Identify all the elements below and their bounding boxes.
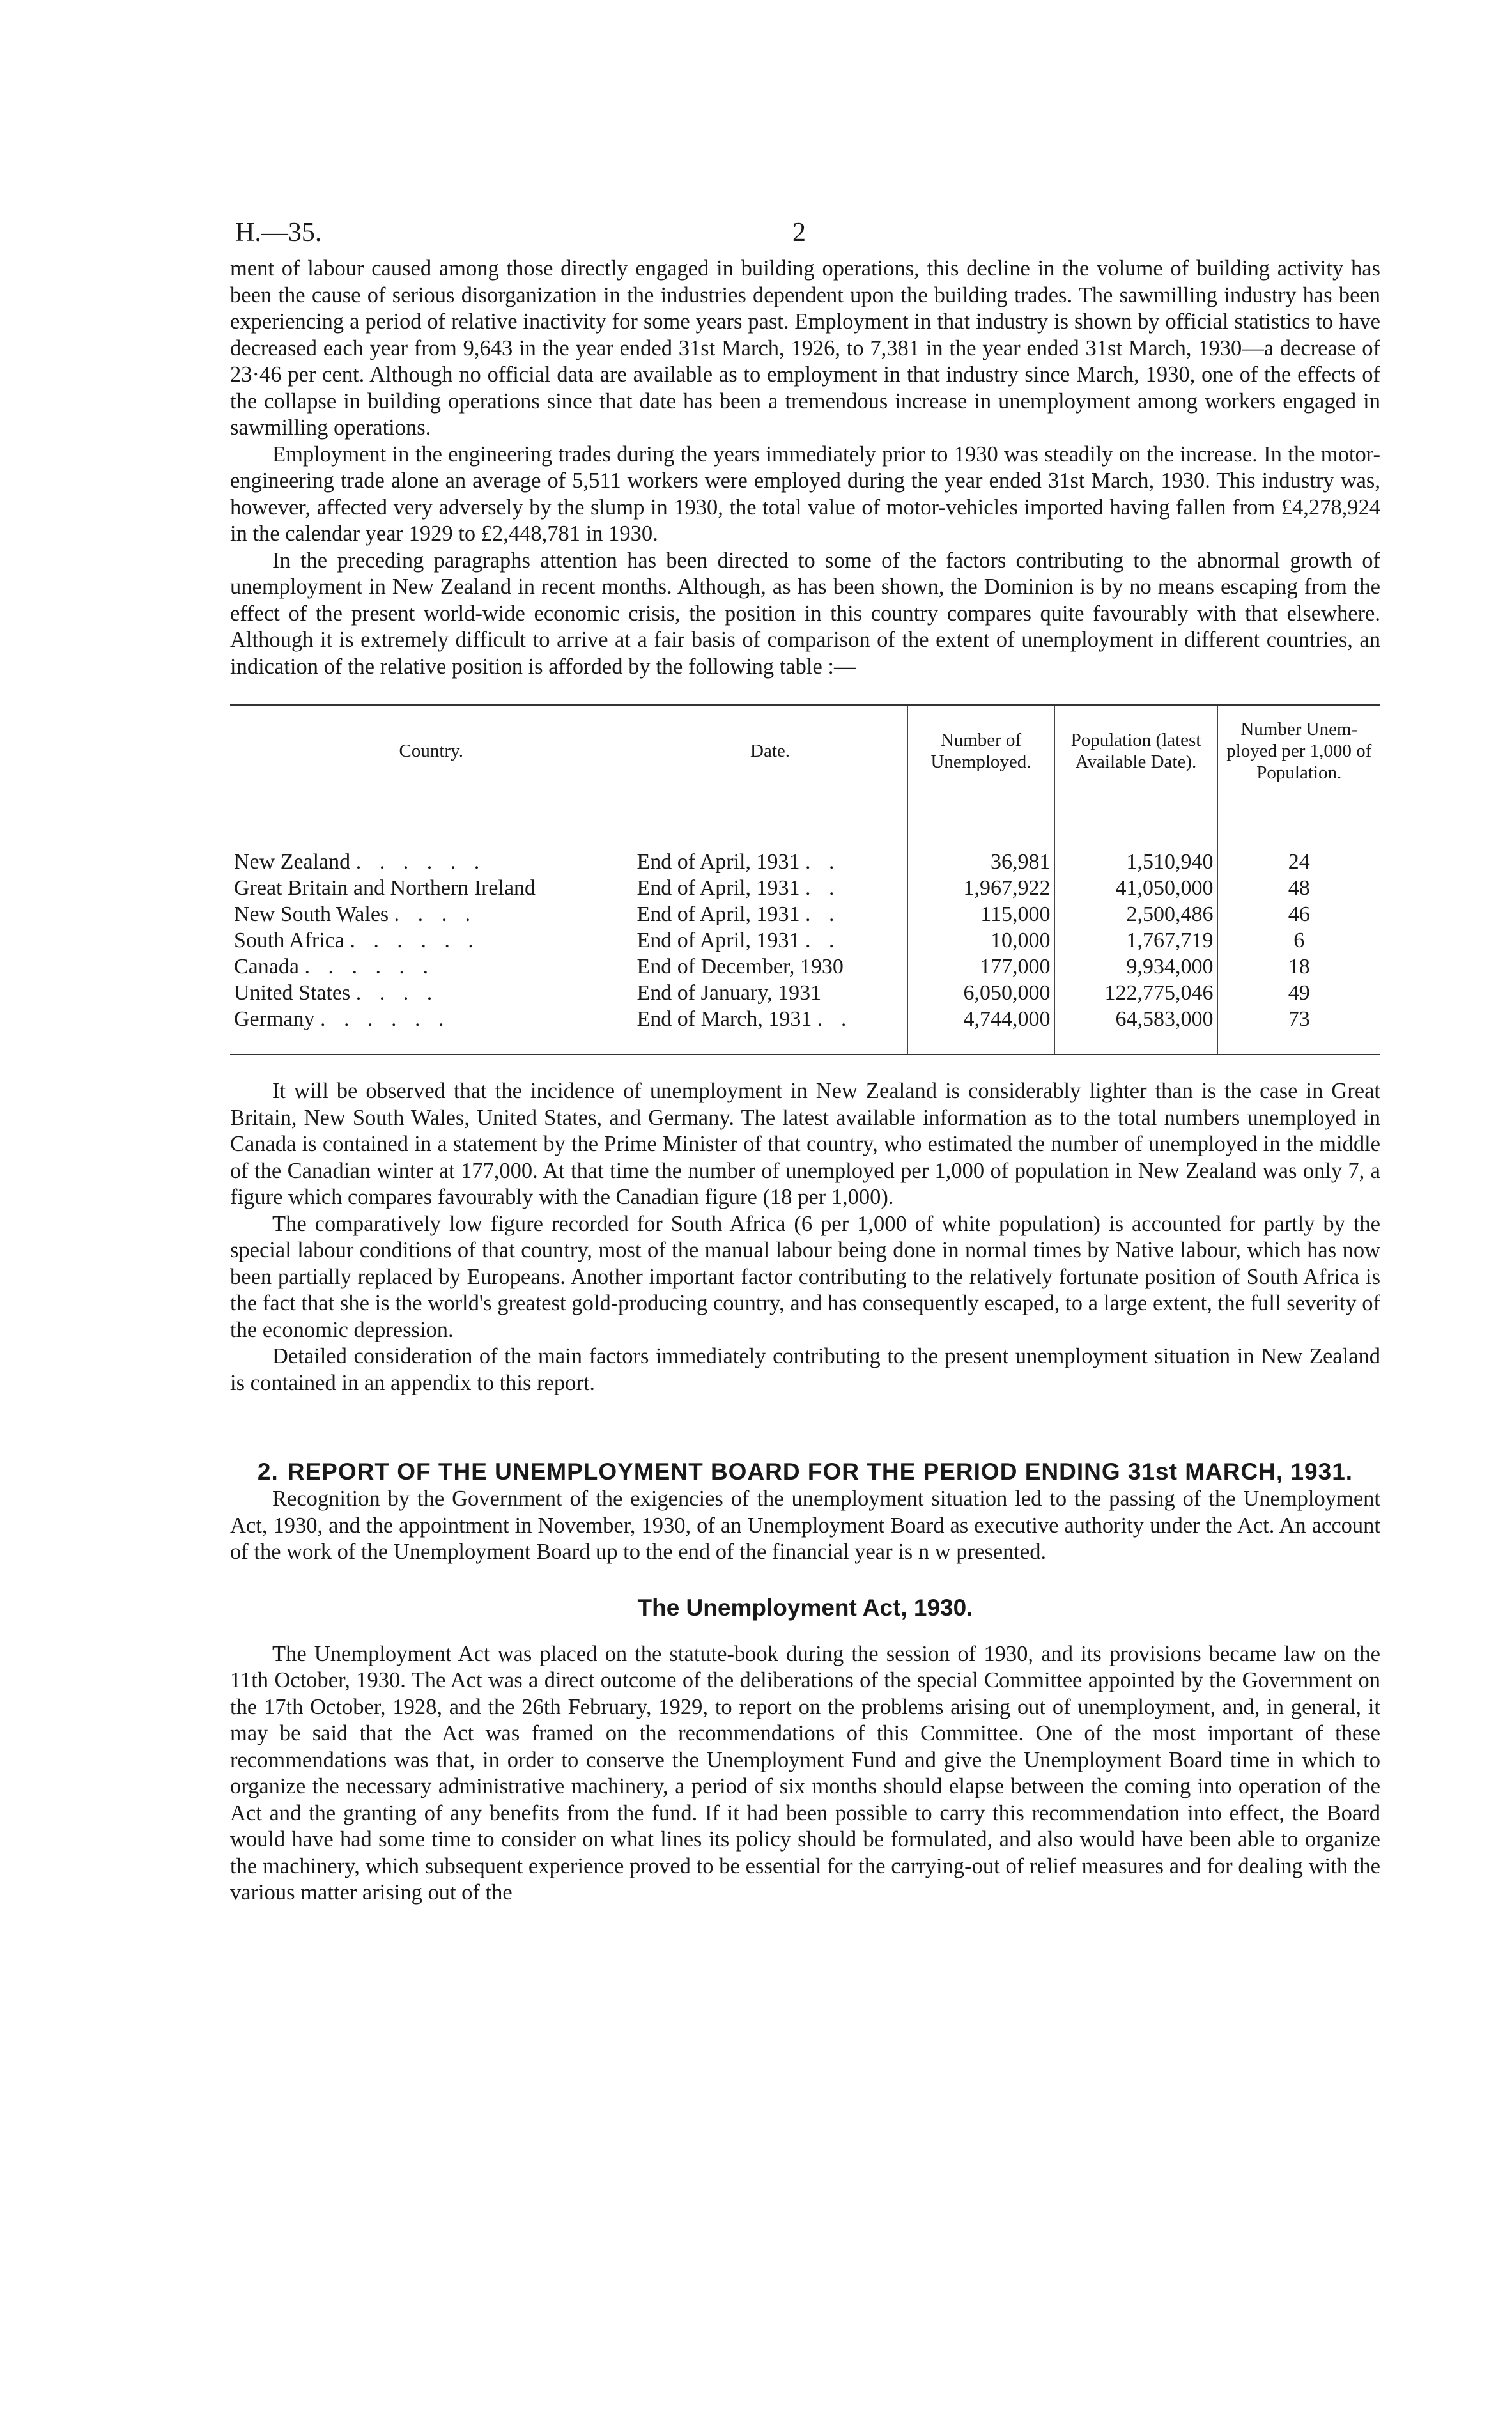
table-row [230,927,1380,954]
dot-leader: . . . . [394,902,477,926]
population-value: 64,583,000 [1054,1006,1217,1055]
section-title: REPORT OF THE UNEMPLOYMENT BOARD FOR THE PERIOD ENDING 31st MARCH, 1931. [287,1458,1354,1485]
date-value: End of April, 1931 [636,929,800,952]
paragraph-south-africa: The comparatively low figure recorded for South Africa (6 per 1,000 of white population) is accounted for partly by the special labour conditions of that country, most of the manual labour being done in normal times by Native labour, which has now been partially replaced by Europeans. Another important factor contributing to the relatively fortunate position of South Africa is the fact that she is the world's greatest gold-producing country, and has consequently escaped, to a large extent, the full severity of the economic depression. [230,1211,1380,1342]
section-heading [230,1458,1380,1486]
dot-leader: . . . . [355,981,439,1005]
paragraph-board-intro: Recognition by the Government of the exigencies of the unemployment situation led to the passing of the Unemployment Act, 1930, and the appointment in November, 1930, of an Unemployment Board as executive authority under the Act. An account of the work of the Unemployment Board up to the end of the financial year is n w presented. [230,1487,1380,1564]
unemployment-table [230,704,1380,1055]
population-value: 2,500,486 [1054,901,1217,927]
paragraph-comparison-intro: In the preceding paragraphs attention has been directed to some of the factors contributing to the abnormal growth of unemployment in New Zealand in recent months. Although, as has been shown, the Dominion is by no means escaping from the effect of the present world-wide economic crisis, the position in this country compares quite favourably with that elsewhere. Although it is extremely difficult to arrive at a fair basis of comparison of the extent of unemployment in different countries, an indication of the relative position is afforded by the following table :— [230,548,1380,679]
rate-value: 6 [1217,927,1380,954]
paragraph-engineering: Employment in the engineering trades during the years immediately prior to 1930 was steadily on the increase. In the motor-engineering trade alone an average of 5,511 workers were employed during the year ended 31st March, 1930. This industry was, however, affected very adversely by the slump in 1930, the total value of motor-vehicles imported having fallen from £4,278,924 in the calendar year 1929 to £2,448,781 in 1930. [230,442,1380,546]
dot-leader: . . . . . . [304,955,435,978]
paragraph-act-description: The Unemployment Act was placed on the statute-book during the session of 1930, and its provisions became law on the 11th October, 1930. The Act was a direct outcome of the deliberations of the special Committee appointed by the Government on the 17th October, 1928, and the 26th February, 1929, to report on the problems arising out of unemployment, and, in general, it may be said that the Act was framed on the recommendations of this Committee. One of the most important of these recommendations was that, in order to conserve the Unemployment Fund and give the Unemployment Board time in which to organize the necessary administrative machinery, a period of six months should elapse between the coming into operation of the Act and the granting of any benefits from the fund. If it had been possible to carry this recommendation into effect, the Board would have had some time to consider on what lines its policy should be formulated, and also would have been able to organize the machinery, which subsequent experience proved to be essential for the carrying-out of relief measures and for dealing with the various matter arising out of the [230,1641,1380,1905]
unemployed-value: 1,967,922 [907,875,1054,901]
unemployed-value: 6,050,000 [907,980,1054,1006]
paragraph-observation: It will be observed that the incidence of unemployment in New Zealand is considerably lighter than is the case in Great Britain, New South Wales, United States, and Germany. The latest available information as to the total numbers unemployed in Canada is contained in a statement by the Prime Minister of that country, who estimated the number of unemployed in the middle of the Canadian winter at 177,000. At that time the number of unemployed per 1,000 of population in New Zealand was only 7, a figure which compares favourably with the Canadian figure (18 per 1,000). [230,1079,1380,1209]
date-value: End of April, 1931 [636,876,800,900]
page-number: 2 [792,218,806,247]
country-name: Germany [234,1007,315,1031]
population-value: 41,050,000 [1054,875,1217,901]
country-name: Canada [234,955,299,978]
dot-leader: . . [817,1007,853,1031]
date-value: End of April, 1931 [636,902,800,926]
country-name: New Zealand [234,850,351,874]
table-row [230,875,1380,901]
dot-leader: . . [805,850,841,874]
table-row [230,805,1380,875]
rate-value: 49 [1217,980,1380,1006]
date-value: End of January, 1931 [636,981,822,1005]
header-population: Population (latest Available Date). [1054,705,1217,805]
unemployed-value: 4,744,000 [907,1006,1054,1055]
dot-leader: . . [805,929,841,952]
country-name: Great Britain and Northern Ireland [234,876,536,900]
dot-leader: . . [805,902,841,926]
rate-value: 48 [1217,875,1380,901]
header-unemployed: Number of Unemployed. [907,705,1054,805]
unemployed-value: 10,000 [907,927,1054,954]
header-country: Country. [230,705,633,805]
unemployed-value: 177,000 [907,954,1054,980]
country-name: South Africa [234,929,344,952]
population-value: 9,934,000 [1054,954,1217,980]
rate-value: 24 [1217,805,1380,875]
header-date: Date. [633,705,907,805]
rate-value: 73 [1217,1006,1380,1055]
table-row [230,901,1380,927]
table-row [230,954,1380,980]
table-header-row [230,705,1380,805]
table-row [230,1006,1380,1055]
dot-leader: . . . . . . [350,929,480,952]
rate-value: 46 [1217,901,1380,927]
running-header [230,217,1380,256]
section-number: 2. [257,1458,279,1485]
table-row [230,980,1380,1006]
document-page [230,217,1380,1906]
header-rate: Number Unem-ployed per 1,000 of Population. [1217,705,1380,805]
country-name: New South Wales [234,902,389,926]
paragraph-appendix-note: Detailed consideration of the main factors immediately contributing to the present unemployment situation in New Zealand is contained in an appendix to this report. [230,1344,1380,1395]
date-value: End of December, 1930 [636,955,844,978]
population-value: 122,775,046 [1054,980,1217,1006]
dot-leader: . . . . . . [355,850,486,874]
unemployed-value: 36,981 [907,805,1054,875]
unemployed-value: 115,000 [907,901,1054,927]
population-value: 1,767,719 [1054,927,1217,954]
paragraph-sawmilling: ment of labour caused among those directly engaged in building operations, this decline in the volume of building activity has been the cause of serious disorganization in the industries dependent upon the building trades. The sawmilling industry has been experiencing a period of relative inactivity for some years past. Employment in that industry is shown by official statistics to have decreased each year from 9,643 in the year ended 31st March, 1926, to 7,381 in the year ended 31st March, 1930—a decrease of 23·46 per cent. Although no official data are available as to employment in that industry since March, 1930, one of the effects of the collapse in building operations since that date has been a tremendous increase in unemployment among workers engaged in sawmilling operations. [230,256,1380,440]
document-reference: H.—35. [235,218,322,247]
subsection-heading: The Unemployment Act, 1930. [637,1594,973,1621]
country-name: United States [234,981,351,1005]
dot-leader: . . . . . . [320,1007,451,1031]
rate-value: 18 [1217,954,1380,980]
date-value: End of April, 1931 [636,850,800,874]
population-value: 1,510,940 [1054,805,1217,875]
date-value: End of March, 1931 [636,1007,812,1031]
dot-leader: . . [805,876,841,900]
